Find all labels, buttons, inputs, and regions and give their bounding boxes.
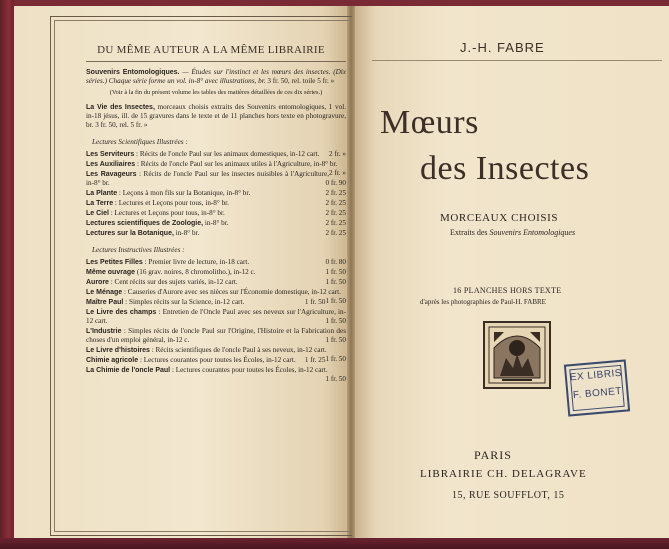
entry-title: Lectures scientifiques de Zoologie,	[86, 220, 204, 227]
entry-desc: : Simples récits de l'oncle Paul sur l'Origine, l'Histoire et la Fabrication des choses d'un emploi général, in-12 c.	[86, 327, 347, 344]
entry-desc: : Leçons à mon fils sur la Botanique, in-8° br.	[118, 189, 251, 197]
catalog-entry	[86, 258, 346, 267]
entry-price: 2 fr. »	[329, 169, 346, 177]
entry-price: 2 fr. »	[329, 150, 346, 158]
section-title-scientifiques: Lectures Scientifiques Illustrées :	[92, 138, 188, 146]
entry-title: Les Serviteurs	[86, 151, 135, 158]
extraits-prefix: Extraits des	[450, 228, 488, 237]
entry-desc: : Lectures courantes pour toutes les Écoles, in-12 cart.	[171, 366, 328, 374]
photos-credit: d'après les photographies de Paul-H. FABRE	[420, 298, 546, 306]
entry-title: Aurore	[86, 279, 109, 286]
entry-desc: : Récits de l'oncle Paul sur les insectes nuisibles à l'Agriculture, in-8° br.	[86, 170, 330, 187]
ex-libris-stamp	[564, 359, 630, 416]
entry-title: Maître Paul	[86, 299, 124, 306]
entry-price: 1 fr. 50	[325, 355, 346, 363]
entry-price: 0 fr. 80	[325, 258, 346, 266]
catalog-list	[86, 46, 346, 384]
publisher-vignette-icon	[480, 318, 554, 392]
book-title-line1: Mœurs	[380, 104, 479, 141]
entry-desc: : Cent récits sur des sujets variés, in-12 cart.	[110, 278, 238, 286]
entry-desc: : Entretien de l'Oncle Paul avec ses neveux sur l'Agriculture, in-12 cart.	[86, 308, 346, 325]
entry-price: 1 fr. 50	[325, 375, 346, 383]
catalog-entry-souvenirs	[86, 68, 346, 86]
entry-title: La Vie des Insectes,	[86, 104, 155, 111]
entry-title: Les Petites Filles	[86, 259, 143, 266]
entry-title: Le Ciel	[86, 210, 109, 217]
entry-title: Le Livre d'histoires	[86, 347, 150, 354]
entry-title: L'Industrie	[86, 328, 122, 335]
extraits-work: Souvenirs Entomologiques	[489, 228, 576, 237]
book-subtitle: MORCEAUX CHOISIS	[440, 212, 559, 224]
entry-desc: : Récits scientifiques de l'oncle Paul à ses neveux, in-12 cart.	[151, 346, 327, 354]
entry-title: La Terre	[86, 200, 114, 207]
author-name: J.-H. FABRE	[460, 40, 545, 55]
catalog-entry	[86, 229, 346, 238]
entry-price: 1 fr. 50	[325, 317, 346, 325]
entry-desc: : Lectures et Leçons pour tous, in-8° br.	[114, 199, 229, 207]
author-rule	[372, 60, 662, 61]
entry-title: Lectures sur la Botanique,	[86, 230, 174, 237]
entry-price: 2 fr. 25	[325, 229, 346, 237]
entry-title: Les Auxiliaires	[86, 161, 136, 168]
stamp-line1: EX LIBRIS	[569, 367, 623, 384]
entry-price: 1 fr. 50	[325, 336, 346, 344]
entry-desc: in-8° br.	[175, 229, 200, 237]
catalog-entry	[86, 327, 346, 345]
entry-title: Le Ménage	[86, 289, 123, 296]
entry-desc: in-8° br.	[204, 219, 229, 227]
book-title-line2: des Insectes	[420, 150, 590, 187]
catalog-note: (Voir à la fin du présent volume les tables des matières détaillées de ces dix séries.)	[109, 89, 323, 96]
catalog-entry	[86, 219, 346, 228]
entry-title: Même ouvrage	[86, 269, 136, 276]
entry-price: 1 fr. 50	[325, 297, 346, 305]
catalog-entry	[86, 268, 346, 277]
catalog-entry	[86, 209, 346, 218]
catalog-entry	[86, 189, 346, 198]
catalog-entry	[86, 199, 346, 208]
entry-desc: : Récits de l'oncle Paul sur les animaux domestiques, in-12 cart.	[136, 150, 320, 158]
publisher-name: LIBRAIRIE CH. DELAGRAVE	[420, 468, 587, 480]
entry-desc: (16 grav. noires, 8 chromolitho.), in-12 c.	[136, 268, 256, 276]
entry-price: 2 fr. 25	[325, 219, 346, 227]
section-title-instructives: Lectures Instructives Illustrées :	[92, 246, 185, 254]
entry-title: La Chimie de l'oncle Paul	[86, 367, 171, 374]
entry-price: 2 fr. 25	[325, 209, 346, 217]
catalog-entry	[86, 366, 346, 383]
publisher-address: 15, RUE SOUFFLOT, 15	[452, 490, 565, 501]
entry-price: 1 fr. 50	[325, 268, 346, 276]
entry-desc: : Simples récits sur la Science, in-12 cart.	[125, 298, 245, 306]
binding-left-edge	[0, 0, 14, 549]
entry-price: 2 fr. 25	[325, 189, 346, 197]
catalog-entry	[86, 278, 346, 287]
stamp-line2: F. BONET	[572, 385, 623, 402]
entry-desc: — Études sur l'instinct et les mœurs des insectes. (Dix séries.) Chaque série forme un vol. in-8° avec illustrations, br.	[86, 68, 346, 85]
entry-price: 1 fr. 50	[304, 298, 326, 306]
extraits-line	[450, 228, 575, 237]
entry-title: Chimie agricole	[86, 357, 139, 364]
entry-price: 3 fr. 50, rel. 5 fr. »	[95, 121, 148, 129]
entry-desc: : Lectures courantes pour toutes les Écoles, in-12 cart.	[139, 356, 296, 364]
entry-desc: : Causeries d'Aurore avec ses nièces sur l'Économie domestique, in-12 cart.	[123, 288, 341, 296]
header-rule	[86, 61, 346, 62]
section-scientifiques-list	[86, 150, 346, 238]
entry-price: 3 fr. 50, rel. toile 5 fr. »	[267, 77, 335, 85]
planches-line: 16 PLANCHES HORS TEXTE	[453, 286, 562, 295]
catalog-entry	[86, 356, 346, 365]
entry-price: 1 fr. 50	[325, 278, 346, 286]
catalog-entry-vie	[86, 103, 346, 130]
entry-title: Les Ravageurs	[86, 171, 137, 178]
catalog-header: DU MÊME AUTEUR A LA MÊME LIBRAIRIE	[97, 44, 325, 56]
catalog-entry	[86, 170, 346, 188]
section-instructives-list	[86, 258, 347, 383]
entry-desc: morceaux choisis extraits des Souvenirs entomologiques, 1 vol. in-18 jésus, ill. de 15 gravures dans le texte et de 11 planches hors texte en photogravure, br.	[86, 103, 347, 129]
entry-price: 0 fr. 90	[325, 179, 346, 187]
entry-desc: : Récits de l'oncle Paul sur les animaux utiles à l'Agriculture, in-8° br.	[136, 160, 338, 168]
entry-title: Le Livre des champs	[86, 309, 157, 316]
entry-desc: : Premier livre de lecture, in-18 cart.	[144, 258, 250, 266]
entry-price: 1 fr. 25	[304, 356, 326, 364]
entry-title: Souvenirs Entomologiques.	[86, 69, 180, 76]
catalog-entry	[86, 298, 346, 307]
publisher-city: PARIS	[474, 448, 512, 462]
binding-bottom-edge	[0, 538, 669, 549]
entry-desc: : Lectures et Leçons pour tous, in-8° br.	[110, 209, 225, 217]
entry-price: 2 fr. 25	[325, 199, 346, 207]
catalog-entry	[86, 308, 346, 326]
entry-title: La Plante	[86, 190, 118, 197]
catalog-entry	[86, 150, 346, 159]
